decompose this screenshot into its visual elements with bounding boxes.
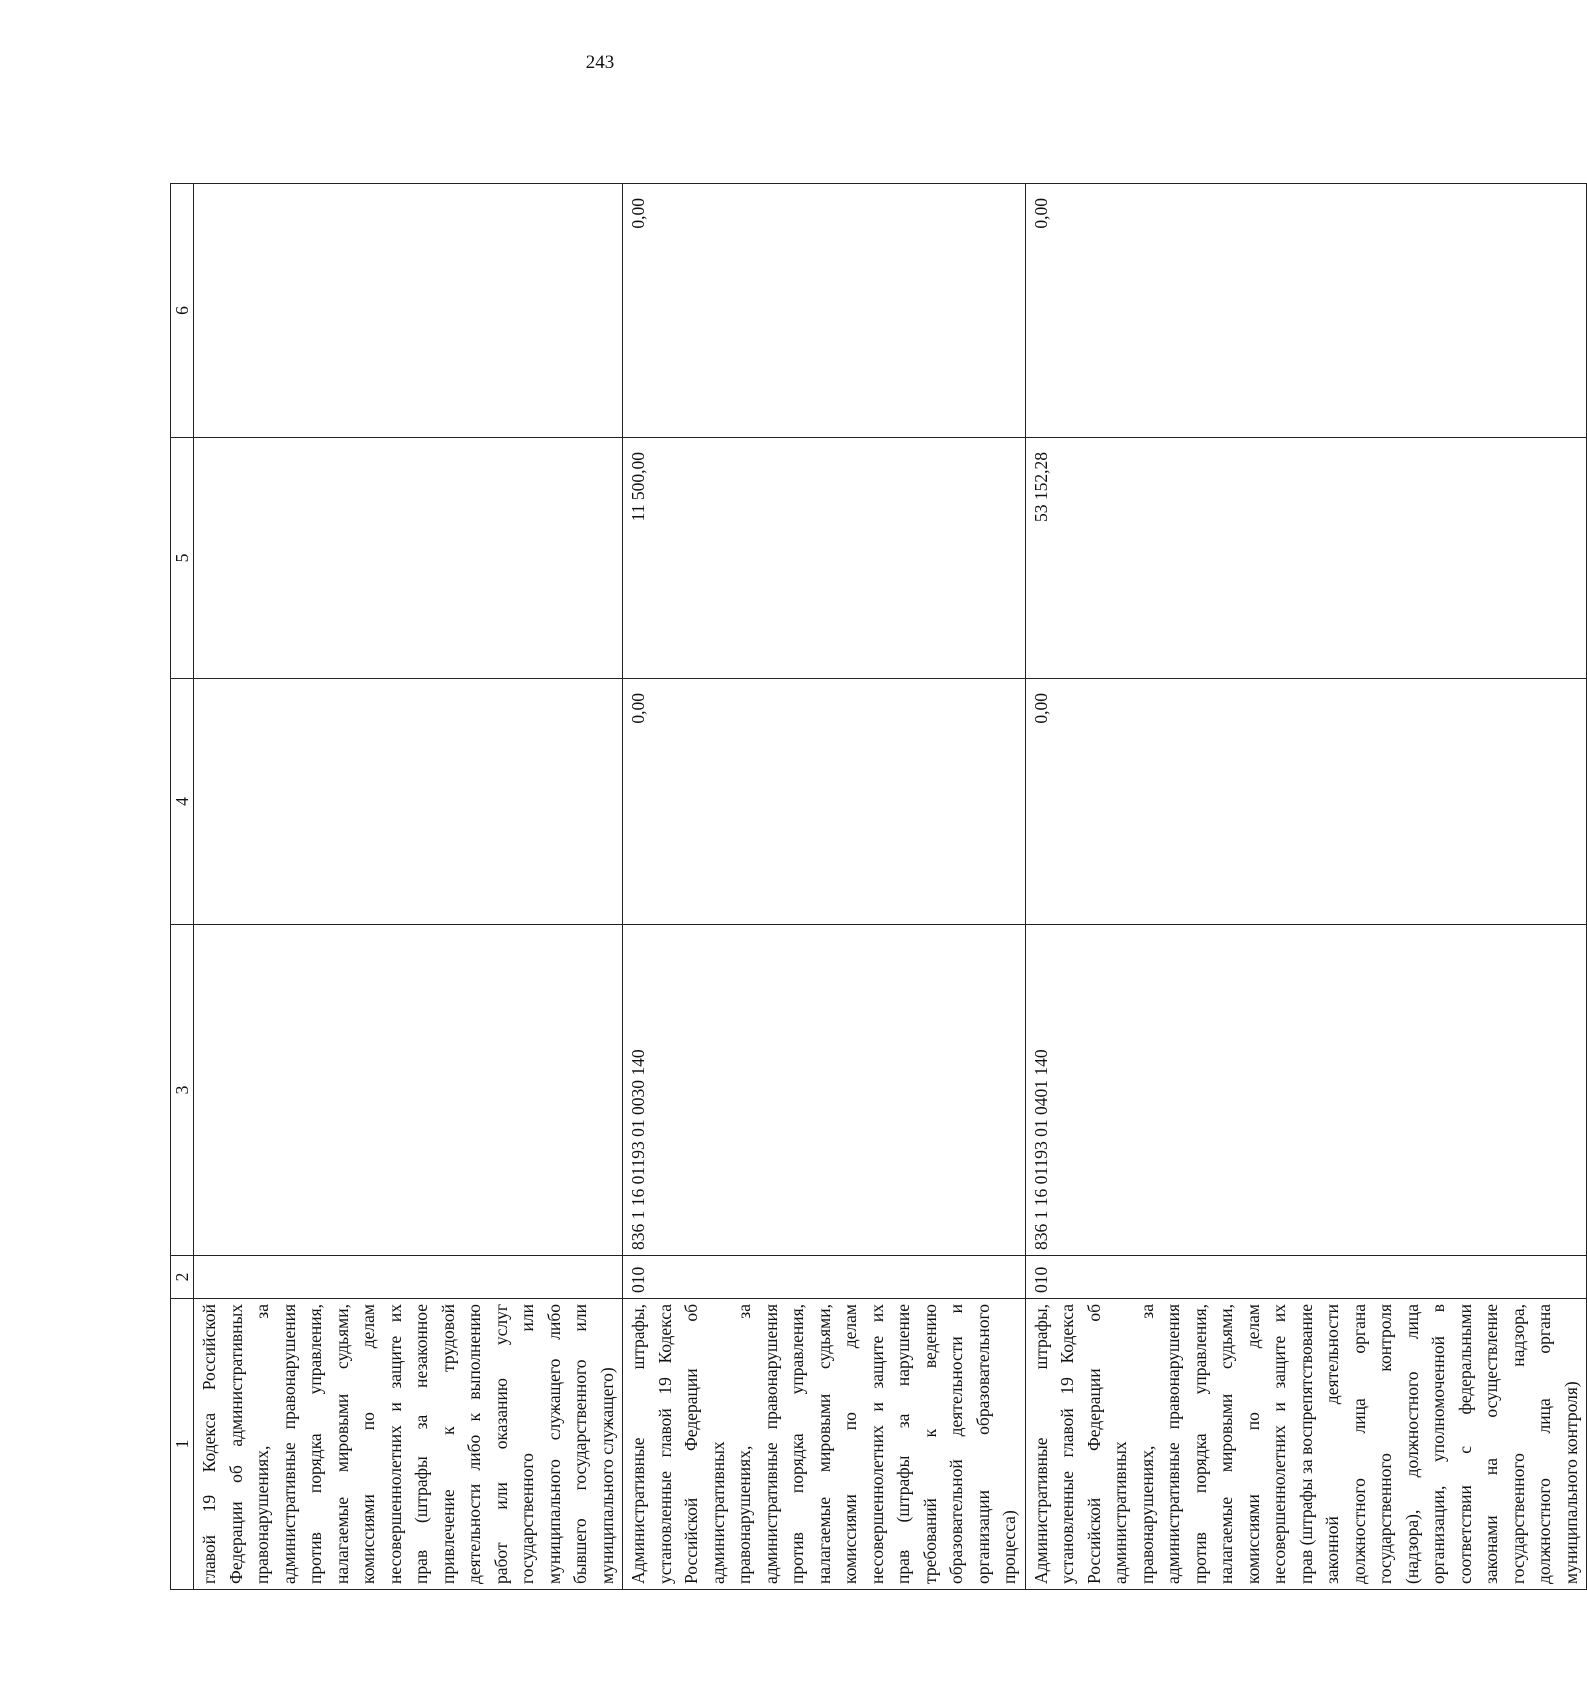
row-col5-value	[194, 438, 623, 679]
row-code: 010	[1025, 1256, 1587, 1299]
row-col6-value: 0,00	[1025, 184, 1587, 438]
page-number: 243	[585, 52, 615, 73]
row-col4-value: 0,00	[1025, 679, 1587, 925]
row-col6-value	[194, 184, 623, 438]
row-col4-value	[194, 679, 623, 925]
row-description: Административные штрафы, установленные главой 19 Кодекса Российской Федерации об административных правонарушениях, за административные правонарушения против порядка управления, налагаемые мировыми судьями, комиссиями по делам несовершеннолетних и защите их прав (штрафы за нарушение требований к ведению образовательной деятельности и организации образовательного процесса)	[623, 1299, 1026, 1590]
column-header-5: 5	[171, 438, 194, 679]
column-header-4: 4	[171, 679, 194, 925]
row-description: главой 19 Кодекса Российской Федерации об административных правонарушениях, за административные правонарушения против порядка управления, налагаемые мировыми судьями, комиссиями по делам несовершеннолетних и защите их прав (штрафы за незаконное привлечение к трудовой деятельности либо к выполнению работ или оказанию услуг государственного или муниципального служащего либо бывшего государственного или муниципального служащего)	[194, 1299, 623, 1590]
table-row	[623, 184, 1026, 1590]
column-header-1: 1	[171, 1299, 194, 1590]
row-col4-value: 0,00	[623, 679, 1026, 925]
row-col5-value: 11 500,00	[623, 438, 1026, 679]
table-row	[1025, 184, 1587, 1590]
revenue-table	[170, 183, 1587, 1590]
column-header-2: 2	[171, 1256, 194, 1299]
row-description: Административные штрафы, установленные главой 19 Кодекса Российской Федерации об административных правонарушениях, за административные правонарушения против порядка управления, налагаемые мировыми судьями, комиссиями по делам несовершеннолетних и защите их прав (штрафы за воспрепятствование законной деятельности должностного лица органа государственного контроля (надзора), должностного лица организации, уполномоченной в соответствии с федеральными законами на осуществление государственного надзора, должностного лица органа муниципального контроля)	[1025, 1299, 1587, 1590]
row-kbk: 836 1 16 01193 01 0401 140	[1025, 925, 1587, 1256]
row-kbk	[194, 925, 623, 1256]
rotated-table-container	[170, 190, 1581, 1590]
row-col6-value: 0,00	[623, 184, 1026, 438]
column-header-6: 6	[171, 184, 194, 438]
row-col5-value: 53 152,28	[1025, 438, 1587, 679]
row-code: 010	[623, 1256, 1026, 1299]
row-code	[194, 1256, 623, 1299]
table-header-row	[171, 184, 194, 1590]
row-kbk: 836 1 16 01193 01 0030 140	[623, 925, 1026, 1256]
table-row	[194, 184, 623, 1590]
column-header-3: 3	[171, 925, 194, 1256]
